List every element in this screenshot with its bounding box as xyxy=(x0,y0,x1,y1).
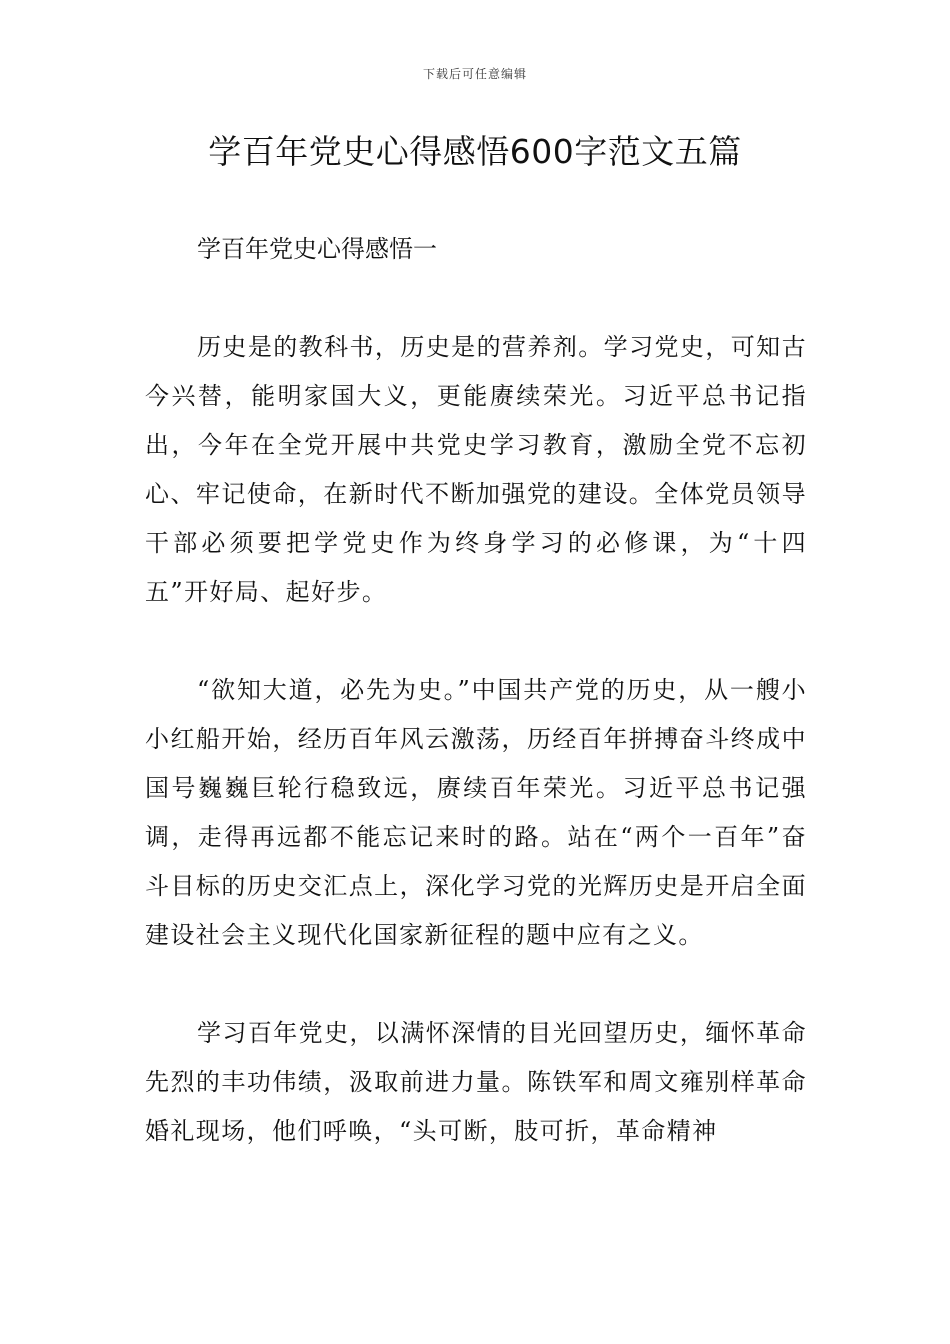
document-body xyxy=(145,225,807,1205)
paragraph-3: 学习百年党史，以满怀深情的目光回望历史，缅怀革命先烈的丰功伟绩，汲取前进力量。陈铁军和周文雍别样革命婚礼现场，他们呼唤，“头可断，肢可折，革命精神 xyxy=(145,1019,807,1145)
header-note: 下载后可任意编辑 xyxy=(422,67,527,81)
paragraph-2: “欲知大道，必先为史。”中国共产党的历史，从一艘小小红船开始，经历百年风云激荡，历经百年拼搏奋斗终成中国号巍巍巨轮行稳致远，赓续百年荣光。习近平总书记强调，走得再远都不能忘记来时的路。站在“两个一百年”奋斗目标的历史交汇点上，深化学习党的光辉历史是开启全面建设社会主义现代化国家新征程的题中应有之义。 xyxy=(145,676,807,949)
page-title: 学百年党史心得感悟600字范文五篇 xyxy=(208,132,742,171)
paragraph-1: 历史是的教科书，历史是的营养剂。学习党史，可知古今兴替，能明家国大义，更能赓续荣光。习近平总书记指出，今年在全党开展中共党史学习教育，激励全党不忘初心、牢记使命，在新时代不断加强党的建设。全体党员领导干部必须要把学党史作为终身学习的必修课，为“十四五”开好局、起好步。 xyxy=(145,333,807,606)
section-heading: 学百年党史心得感悟一 xyxy=(197,235,437,263)
